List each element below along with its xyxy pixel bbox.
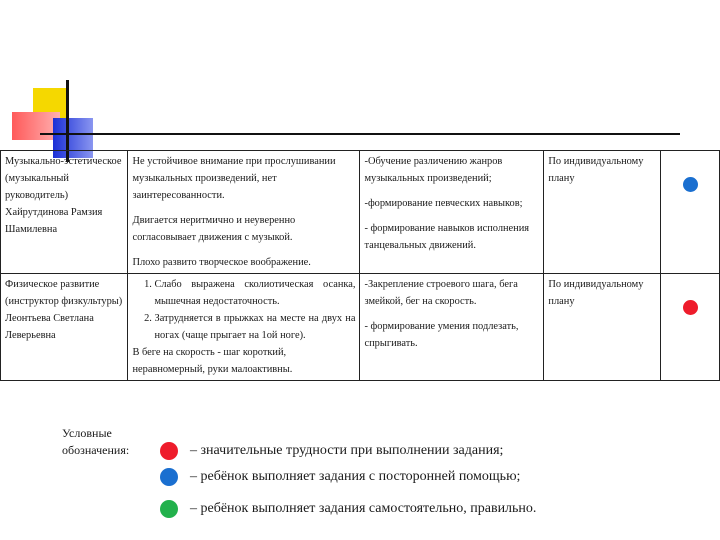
legend-text: – ребёнок выполняет задания с посторонней помощью;: [190, 469, 521, 484]
legend-item-red: [160, 440, 503, 462]
difficulty-text: Не устойчивое внимание при прослушивании музыкальных произведений, нет заинтересованности.: [132, 156, 336, 201]
form-cell: По индивидуальному плану: [544, 274, 661, 381]
legend-text: – ребёнок выполняет задания самостоятельно, правильно.: [190, 501, 537, 516]
difficulty-text: Двигается неритмично и неуверенно согласовывает движения с музыкой.: [132, 215, 296, 243]
table-row: [1, 151, 720, 274]
work-text: - формирование умения подлезать, спрыгивать.: [364, 321, 519, 349]
form-cell: По индивидуальному плану: [544, 151, 661, 274]
assessment-table: [0, 150, 720, 381]
work-cell: [360, 274, 544, 381]
status-cell: [661, 274, 720, 381]
difficulty-item: 1. Слабо выражена сколиотическая осанка, мышечная недостаточность.: [154, 276, 355, 310]
specialist-cell: Физическое развитие (инструктор физкультуры) Леонтьева Светлана Леверьевна: [1, 274, 128, 381]
difficulties-cell: [128, 274, 360, 381]
blue-dot-icon: [160, 468, 178, 486]
red-dot-icon: [160, 442, 178, 460]
green-dot-icon: [160, 500, 178, 518]
work-cell: [360, 151, 544, 274]
work-text: -формирование певческих навыков;: [364, 198, 523, 209]
work-text: -Закрепление строевого шага, бега змейкой, бег на скорость.: [364, 279, 518, 307]
table-row: [1, 274, 720, 381]
legend-text: – значительные трудности при выполнении задания;: [190, 443, 504, 458]
blue-dot-icon: [683, 177, 698, 192]
difficulty-item: 2. Затрудняется в прыжках на месте на двух на ногах (чаще прыгает на 1ой ноге).: [154, 310, 355, 344]
difficulty-text: В беге на скорость - шаг короткий, неравномерный, руки малоактивны.: [132, 347, 293, 375]
work-text: -Обучение различению жанров музыкальных произведений;: [364, 156, 503, 184]
difficulty-text: Плохо развито творческое воображение.: [132, 257, 311, 268]
decor-horizontal-line: [40, 133, 680, 135]
specialist-cell: Музыкально-эстетическое (музыкальный руководитель) Хайрутдинова Рамзия Шамилевна: [1, 151, 128, 274]
legend-item-blue: [160, 466, 520, 488]
legend-title: Условные обозначения:: [62, 426, 130, 457]
red-dot-icon: [683, 300, 698, 315]
legend-item-green: [160, 498, 536, 520]
work-text: - формирование навыков исполнения танцевальных движений.: [364, 223, 530, 251]
difficulties-cell: [128, 151, 360, 274]
status-cell: [661, 151, 720, 274]
